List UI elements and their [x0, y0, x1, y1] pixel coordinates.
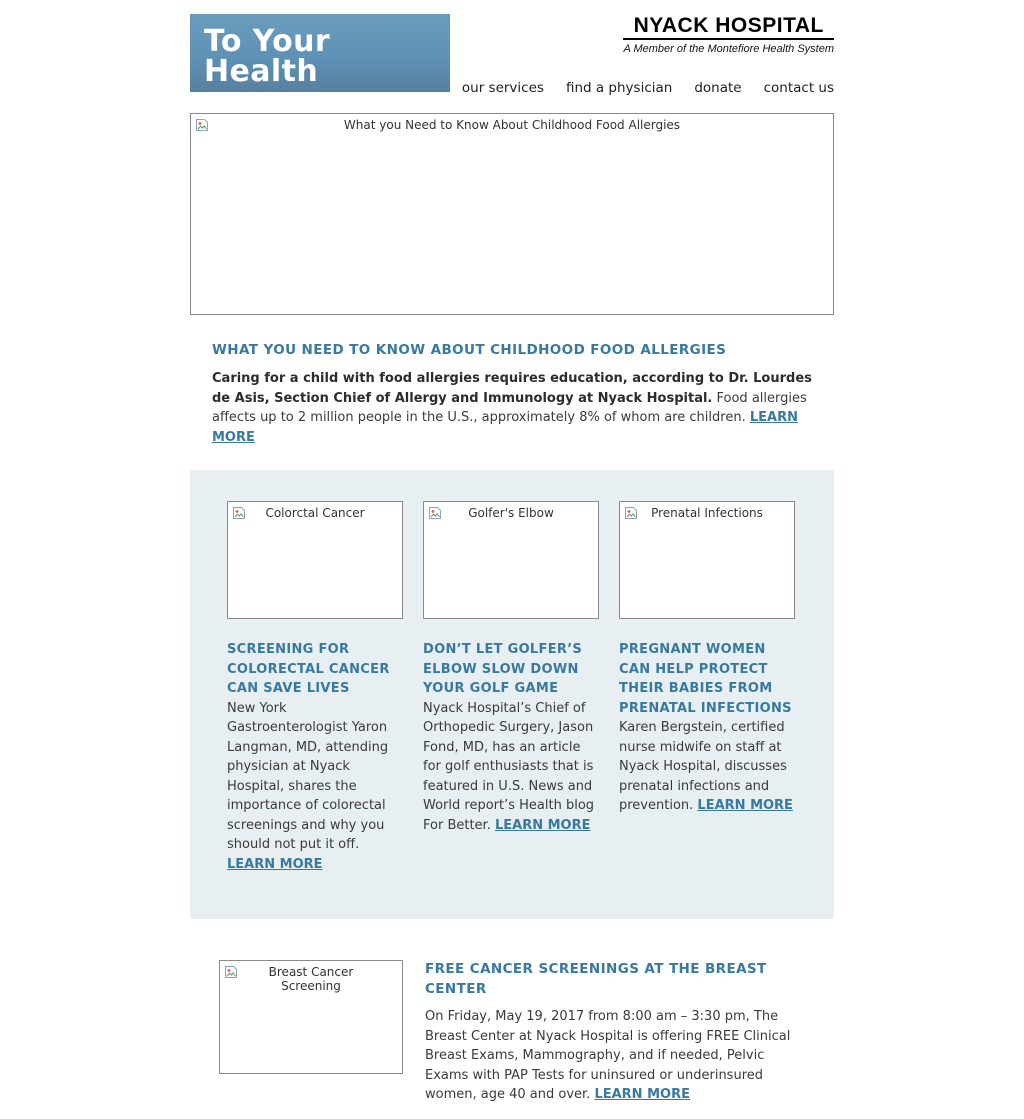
- feature-title: FREE CANCER SCREENINGS AT THE BREAST CENTER: [425, 961, 767, 997]
- card-learn-more-link[interactable]: LEARN MORE: [697, 798, 793, 813]
- header: [190, 14, 834, 96]
- card-body: [423, 699, 599, 836]
- card-golfers-elbow: [423, 501, 599, 874]
- masthead: [190, 14, 450, 92]
- broken-image-icon: [232, 506, 246, 520]
- broken-image-icon: [428, 506, 442, 520]
- card-colorectal-cancer: [227, 501, 403, 874]
- feature-learn-more-link[interactable]: LEARN MORE: [594, 1087, 690, 1102]
- card-image-placeholder[interactable]: [619, 501, 795, 619]
- main-nav: [462, 80, 834, 96]
- card-title: DON’T LET GOLFER’S ELBOW SLOW DOWN YOUR GOLF GAME: [423, 642, 583, 696]
- feature-body: [425, 1007, 807, 1105]
- broken-image-icon: [624, 506, 638, 520]
- card-image-alt-text: Golfer's Elbow: [468, 506, 554, 520]
- broken-image-icon: [195, 118, 209, 132]
- lead-learn-more-link[interactable]: LEARN MORE: [212, 410, 798, 445]
- nav-link-find-a-physician[interactable]: find a physician: [565, 80, 673, 96]
- newsletter-page: [190, 0, 834, 1119]
- card-image-placeholder[interactable]: [227, 501, 403, 619]
- card-text: New York Gastroenterologist Yaron Langman, MD, attending physician at Nyack Hospital, shares the importance of colorectal screenings and why you should not put it off.: [227, 700, 389, 852]
- hospital-logo: [623, 14, 834, 55]
- hospital-name: NYACK HOSPITAL: [623, 14, 834, 40]
- masthead-title: To Your Health: [204, 24, 331, 89]
- card-image-placeholder[interactable]: [423, 501, 599, 619]
- nav-link-our-services[interactable]: our services: [461, 80, 544, 96]
- card-body: [619, 718, 795, 816]
- breast-center-feature: [190, 960, 834, 1119]
- nav-link-contact-us[interactable]: contact us: [763, 80, 834, 96]
- card-image-alt-text: Prenatal Infections: [651, 506, 763, 520]
- feature-image-alt-text: Breast Cancer Screening: [268, 965, 354, 993]
- hero-image-alt-text: What you Need to Know About Childhood Food Allergies: [343, 118, 681, 132]
- card-title: SCREENING FOR COLORECTAL CANCER CAN SAVE LIVES: [227, 642, 390, 696]
- feature-text: [425, 960, 807, 1105]
- card-prenatal-infections: [619, 501, 795, 874]
- hospital-tagline: A Member of the Montefiore Health System: [623, 43, 834, 56]
- lead-article-body: [212, 369, 813, 447]
- lead-article: [190, 315, 834, 447]
- card-learn-more-link[interactable]: LEARN MORE: [494, 817, 591, 833]
- lead-article-title: WHAT YOU NEED TO KNOW ABOUT CHILDHOOD FOOD ALLERGIES: [212, 342, 727, 358]
- nav-link-donate[interactable]: donate: [694, 80, 742, 96]
- feature-image-placeholder[interactable]: [219, 960, 403, 1074]
- card-title: PREGNANT WOMEN CAN HELP PROTECT THEIR BABIES FROM PRENATAL INFECTIONS: [619, 642, 792, 716]
- card-text: Nyack Hospital’s Chief of Orthopedic Surgery, Jason Fond, MD, has an article for golf enthusiasts that is featured in U.S. News and World report’s Health blog For Better.: [423, 700, 595, 833]
- card-image-alt-text: Colorctal Cancer: [265, 506, 365, 520]
- feature-text-body: On Friday, May 19, 2017 from 8:00 am – 3:30 pm, The Breast Center at Nyack Hospital is offering FREE Clinical Breast Exams, Mammography, and if needed, Pelvic Exams with PAP Tests for uninsured or underinsured women, age 40 and over.: [425, 1009, 791, 1102]
- hero-image-placeholder[interactable]: [190, 113, 834, 315]
- card-text: Karen Bergstein, certified nurse midwife on staff at Nyack Hospital, discusses prenatal infections and prevention.: [619, 720, 787, 813]
- lead-article-bold-intro: Caring for a child with food allergies requires education, according to Dr. Lourdes de Asis, Section Chief of Allergy and Immunology at Nyack Hospital.: [212, 371, 812, 406]
- card-body: [227, 699, 403, 875]
- card-learn-more-link[interactable]: LEARN MORE: [227, 856, 323, 872]
- lead-article-text: Food allergies affects up to 2 million people in the U.S., approximately 8% of whom are children.: [212, 390, 807, 425]
- highlights-section: [190, 470, 834, 919]
- broken-image-icon: [224, 965, 238, 979]
- header-right: [462, 14, 834, 96]
